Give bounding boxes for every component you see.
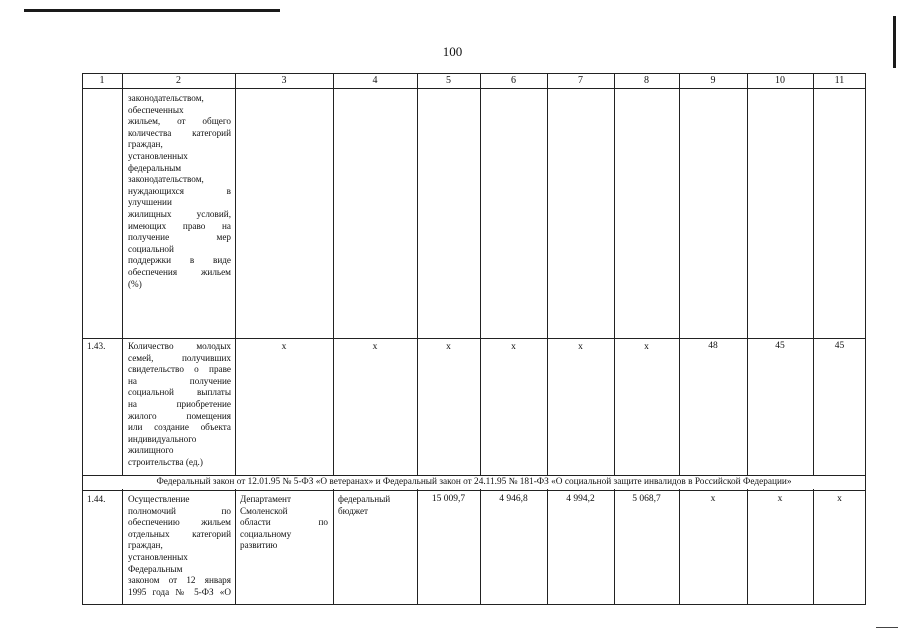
cell-text-line: получение мер <box>128 232 231 243</box>
col-header-4: 4 <box>372 75 378 86</box>
col-header-1: 1 <box>99 75 105 86</box>
cell-1-44-col7: 4 994,2 <box>566 494 595 504</box>
col-header-8: 8 <box>644 75 649 86</box>
law-section-heading: Федеральный закон от 12.01.95 № 5-ФЗ «О ветеранах» и Федеральный закон от 24.11.95 № 181-ФЗ «О социальной защите инвалидов в Российской Федерации» <box>156 477 792 487</box>
cell-text-line: свидетельство о праве <box>128 364 231 375</box>
cell-text-line: нуждающихся в <box>128 185 231 196</box>
col-header-3: 3 <box>281 75 287 86</box>
col-line <box>480 73 481 605</box>
cell-text-line: жилого помещения <box>128 410 231 421</box>
cell-text-line: на получение <box>128 375 231 386</box>
cell-1-43-col4: х <box>372 342 378 352</box>
cell-1-43-col9: 48 <box>708 341 718 351</box>
cell-text-line: социальной <box>128 243 174 254</box>
col-line <box>747 73 748 605</box>
funding-source-1-44 <box>338 494 414 517</box>
cell-text-line: федеральный <box>338 494 391 504</box>
col-line <box>417 73 418 605</box>
cell-text-line: законодательством, <box>128 174 204 185</box>
col-line <box>547 73 548 605</box>
col-line <box>235 73 236 605</box>
continued-indicator-name <box>128 93 231 290</box>
cell-text-line: Федеральным <box>128 563 183 574</box>
row-line <box>82 490 866 491</box>
cell-text-line: развитию <box>240 540 278 551</box>
cell-1-44-col11: х <box>837 494 842 504</box>
cell-text-line: законом от 12 января <box>128 575 231 586</box>
indicator-name-1-44 <box>128 494 231 598</box>
cell-text-line: или создание объекта <box>128 422 231 433</box>
cell-text-line: граждан, <box>128 540 163 551</box>
cell-1-44-col5: 15 009,7 <box>431 494 466 504</box>
row-line <box>82 338 866 339</box>
cell-text-line: семей, получивших <box>128 352 231 363</box>
cell-1-44-col9: х <box>710 494 716 504</box>
cell-text-line: Смоленской <box>240 505 288 516</box>
cell-text-line: социальному <box>240 528 292 539</box>
cell-1-43-col6: х <box>511 342 516 352</box>
cell-text-line: Департамент <box>240 494 291 504</box>
cell-text-line: области по <box>240 517 328 528</box>
cell-text-line: индивидуального <box>128 433 197 444</box>
cell-text-line: жилищных условий, <box>128 208 231 219</box>
col-line <box>813 73 814 605</box>
cell-text-line: Осуществление <box>128 494 190 504</box>
cell-1-43-col10: 45 <box>775 341 785 351</box>
cell-1-43-col5: х <box>446 342 451 352</box>
col-header-10: 10 <box>775 75 785 86</box>
cell-1-44-col10: х <box>777 494 783 504</box>
col-line <box>614 73 615 605</box>
cell-text-line: жилищного <box>128 445 174 456</box>
cell-text-line: установленных <box>128 150 188 161</box>
cell-text-line: законодательством, <box>128 93 204 103</box>
cell-text-line: обеспечению жильем <box>128 517 231 528</box>
cell-text-line: социальной выплаты <box>128 387 231 398</box>
indicator-table <box>82 73 866 605</box>
cell-text-line: бюджет <box>338 505 369 516</box>
cell-text-line: обеспеченных <box>128 104 184 115</box>
row-number-1-44: 1.44. <box>87 494 106 504</box>
cell-text-line: отдельных категорий <box>128 528 231 539</box>
cell-text-line: Количество молодых <box>128 341 231 351</box>
cell-text-line: (%) <box>128 278 142 289</box>
col-header-7: 7 <box>578 75 583 86</box>
page-number: 100 <box>442 44 463 59</box>
col-line <box>333 73 334 605</box>
cell-text-line: федеральным <box>128 162 182 173</box>
cell-text-line: полномочий по <box>128 505 231 516</box>
cell-text-line: 1995 года № 5-ФЗ «О <box>128 586 231 597</box>
cell-text-line: поддержки в виде <box>128 255 231 266</box>
cell-text-line: имеющих право на <box>128 220 231 231</box>
executor-1-44 <box>240 494 328 552</box>
top-rule <box>24 9 280 12</box>
cell-text-line: обеспечения жильем <box>128 266 231 277</box>
col-header-6: 6 <box>511 75 516 86</box>
col-header-5: 5 <box>446 75 451 86</box>
cell-text-line: жильем, от общего <box>128 116 231 127</box>
cell-text-line: установленных <box>128 551 188 562</box>
cell-text-line: строительства (ед.) <box>128 456 203 467</box>
col-header-11: 11 <box>834 75 845 86</box>
cell-1-43-col8: х <box>644 342 649 352</box>
row-line <box>82 88 866 89</box>
cell-1-43-col11: 45 <box>834 341 845 351</box>
cell-1-44-col6: 4 946,8 <box>499 494 528 504</box>
cell-1-43-col3: х <box>281 342 287 352</box>
col-header-9: 9 <box>710 75 716 86</box>
cell-1-43-col7: х <box>578 342 583 352</box>
cell-1-44-col8: 5 068,7 <box>632 494 661 504</box>
col-line <box>122 73 123 605</box>
bottom-rule <box>876 627 898 628</box>
indicator-name-1-43 <box>128 341 231 469</box>
cell-text-line: улучшении <box>128 197 172 208</box>
scan-edge-mark <box>893 16 896 68</box>
cell-text-line: граждан, <box>128 139 163 150</box>
col-line <box>679 73 680 605</box>
cell-text-line: количества категорий <box>128 127 231 138</box>
row-number-1-43: 1.43. <box>87 341 106 351</box>
col-header-2: 2 <box>176 75 181 86</box>
cell-text-line: на приобретение <box>128 398 231 409</box>
